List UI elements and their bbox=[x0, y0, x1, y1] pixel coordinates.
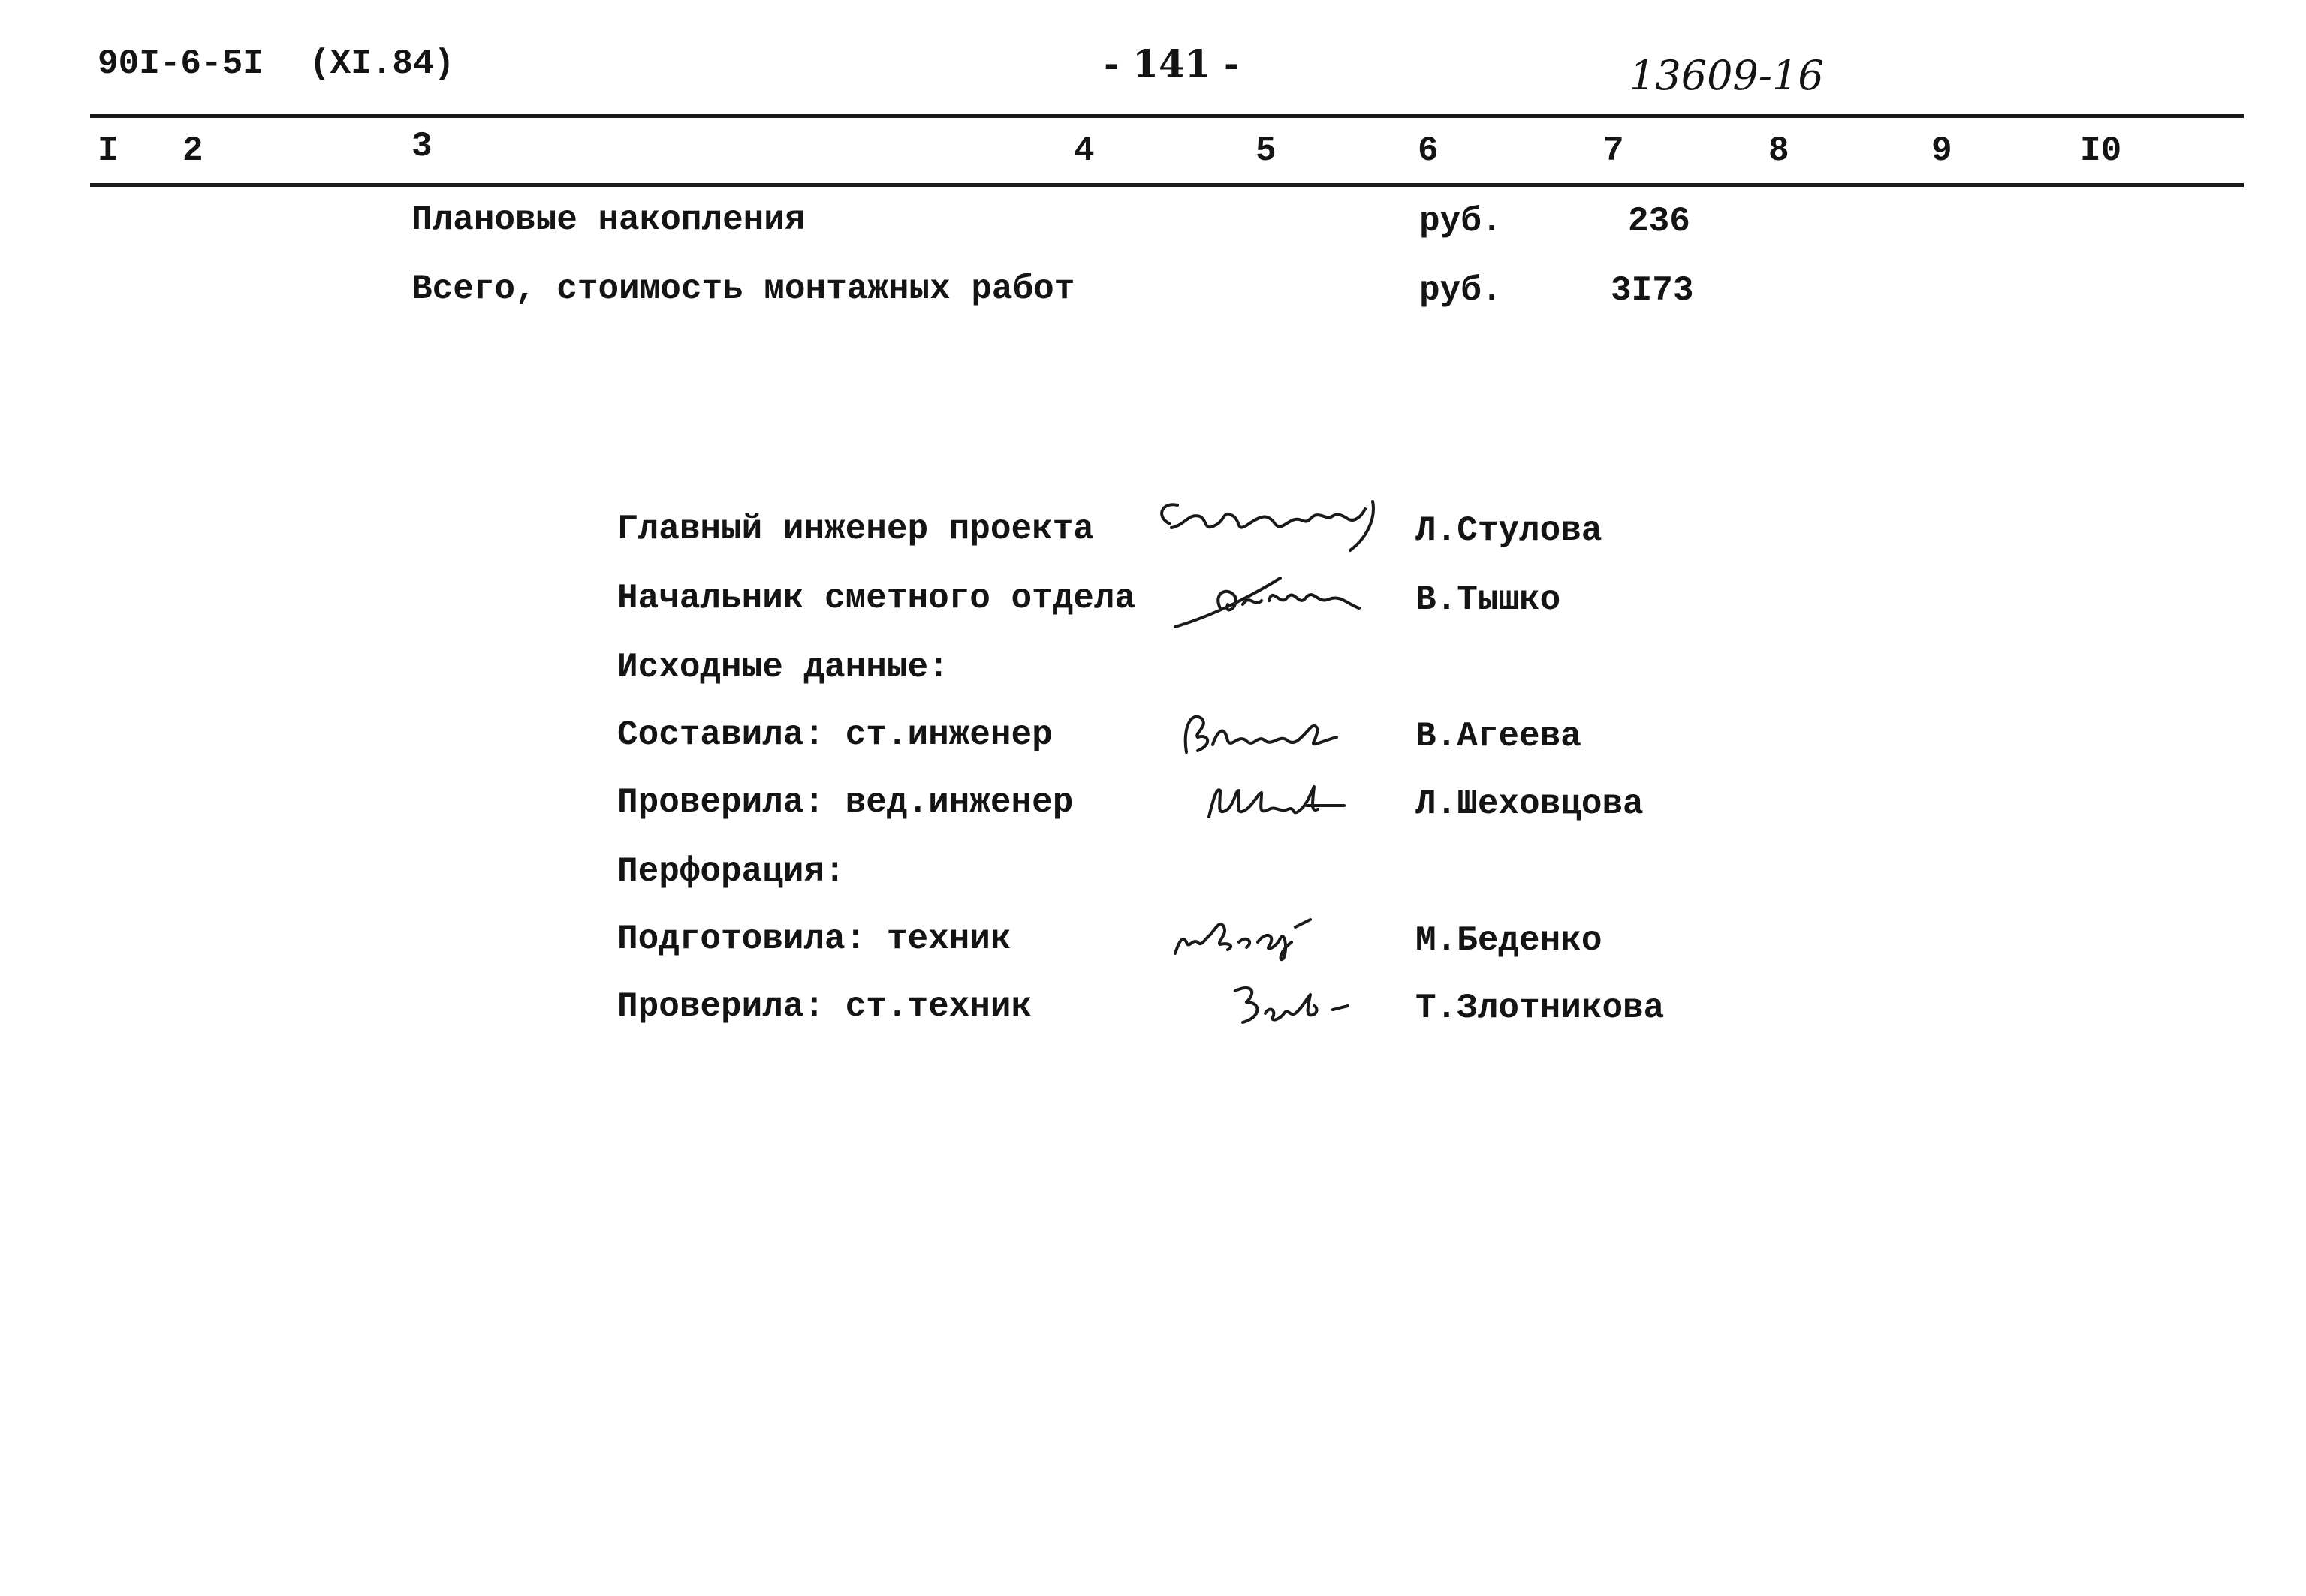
column-number: 2 bbox=[182, 131, 203, 170]
archive-number: 13609-16 bbox=[1629, 52, 1824, 99]
page-number: - 141 - bbox=[1104, 41, 1240, 86]
signatory-role: Составила: ст.инженер bbox=[617, 715, 1053, 754]
signatory-name: Т.Злотникова bbox=[1415, 989, 1665, 1028]
signatory-name: Л.Шеховцова bbox=[1415, 784, 1644, 824]
signatory-role: Начальник сметного отдела bbox=[617, 579, 1136, 618]
edition-date: (XI.84) bbox=[309, 44, 455, 83]
signatory-role: Главный инженер проекта bbox=[617, 510, 1094, 549]
column-number: I bbox=[98, 131, 119, 170]
row-value: 3I73 bbox=[1611, 271, 1694, 310]
handwritten-signature bbox=[1164, 901, 1337, 968]
handwritten-signature bbox=[1168, 563, 1385, 638]
signatory-role: Подготовила: техник bbox=[617, 920, 1011, 959]
row-value: 236 bbox=[1628, 202, 1690, 241]
column-number: 9 bbox=[1931, 131, 1952, 170]
row-unit: руб. bbox=[1419, 271, 1503, 310]
handwritten-signature bbox=[1147, 486, 1395, 558]
handwritten-signature bbox=[1175, 700, 1363, 767]
signatory-name: В.Тышко bbox=[1415, 580, 1561, 619]
column-number: I0 bbox=[2080, 131, 2122, 170]
column-number: 4 bbox=[1074, 131, 1095, 170]
row-unit: руб. bbox=[1419, 202, 1503, 241]
column-number: 5 bbox=[1255, 131, 1277, 170]
column-number: 6 bbox=[1418, 131, 1439, 170]
column-number: 7 bbox=[1603, 131, 1624, 170]
section-heading: Перфорация: bbox=[617, 852, 846, 891]
header-rule-bottom bbox=[90, 183, 2244, 187]
signatory-role: Проверила: вед.инженер bbox=[617, 783, 1074, 822]
column-number: 3 bbox=[411, 127, 433, 166]
section-heading: Исходные данные: bbox=[617, 648, 949, 687]
header-rule-top bbox=[90, 114, 2244, 118]
row-description: Всего, стоимость монтажных работ bbox=[411, 270, 1075, 309]
document-code: 90I-6-5I bbox=[98, 44, 264, 83]
handwritten-signature bbox=[1224, 976, 1374, 1036]
column-number: 8 bbox=[1768, 131, 1789, 170]
signatory-role: Проверила: ст.техник bbox=[617, 987, 1032, 1026]
signatory-name: М.Беденко bbox=[1415, 921, 1602, 960]
signatory-name: В.Агеева bbox=[1415, 717, 1581, 756]
handwritten-signature bbox=[1194, 772, 1359, 832]
row-description: Плановые накопления bbox=[411, 200, 806, 239]
signatory-name: Л.Стулова bbox=[1415, 511, 1602, 550]
